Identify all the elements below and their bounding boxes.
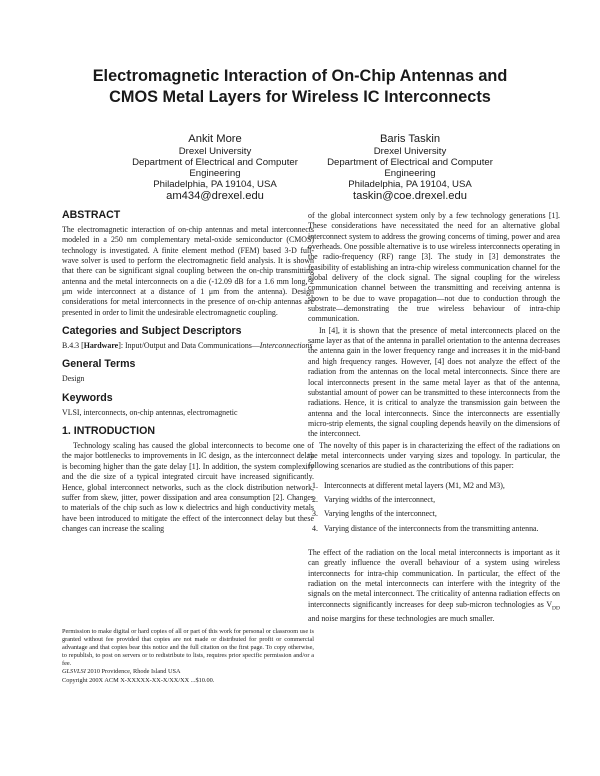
list-text: Varying widths of the interconnect, (324, 494, 436, 504)
list-text: Interconnects at different metal layers (M1, M2 and M3), (324, 480, 505, 490)
intro-paragraph-3: The novelty of this paper is in characterizing the effect of the radiations on the metal interconnects under varying sizes and topology. In particular, the following scenarios are studied as the contributions of this paper: (308, 440, 560, 471)
list-number: 1. (312, 480, 318, 490)
list-text: Varying lengths of the interconnect, (324, 509, 437, 519)
abstract-text: The electromagnetic interaction of on-chip antennas and metal interconnects modeled in a 250 nm complementary metal-oxide semiconductor (CMOS) technology is investigated. A finite element method (FEM) based 3-D full-wave solver is used to perform the electromagnetic field analysis. It is shown that there can be significant signal coupling between the on-chip transmitting antenna and the metal interconnects on a die (-12.09 dB for a 1.6 mm long, 2 μm wide interconnect at a distance of 1 μm from the antenna). Design considerations for metal interconnects in the presence of on-chip antennas are presented in order to limit the undesirable electromagnetic coupling. (62, 225, 314, 317)
author-department-cont: Engineering (189, 168, 241, 179)
paper-title (40, 66, 560, 108)
category-bold: Hardware (83, 341, 119, 351)
categories-text (62, 341, 314, 351)
author-department-cont: Engineering (384, 168, 436, 179)
paragraph-text-end: and noise margins for these technologies are much smaller. (308, 613, 495, 623)
venue-location: 2010 Providence, Rhode Island USA (85, 668, 181, 676)
title-line-2: CMOS Metal Layers for Wireless IC Interconnects (109, 88, 491, 106)
categories-heading: Categories and Subject Descriptors (62, 325, 242, 338)
author-address: Philadelphia, PA 19104, USA (348, 179, 472, 190)
left-column (62, 209, 314, 684)
author-address: Philadelphia, PA 19104, USA (153, 179, 277, 190)
paragraph-text: The effect of the radiation on the local metal interconnects is important as it can greatly influence the overall behaviour of a system using wireless interconnects for intra-chip communication. In particular, the effect of the radiation on the metal interconnects can interfere with the integrity of the signals on the metal interconnect. The criticality of antenna radiation effects on interconnects significantly increases for deep sub-micron technologies as V (308, 547, 560, 609)
venue-name: GLSVLSI (62, 668, 86, 676)
author-name: Ankit More (188, 133, 242, 145)
list-number: 3. (312, 509, 318, 519)
author-email: taskin@coe.drexel.edu (353, 190, 467, 202)
category-italic: Interconnections (259, 341, 313, 351)
keywords-heading: Keywords (62, 391, 113, 404)
contributions-list (308, 481, 560, 534)
category-code: B.4.3 [ (62, 341, 84, 351)
venue-line (62, 668, 314, 676)
author-email: am434@drexel.edu (166, 190, 264, 202)
author-department: Department of Electrical and Computer (132, 157, 298, 168)
intro-paragraph-4 (308, 548, 560, 624)
copyright-line: Copyright 200X ACM X-XXXXX-XX-X/XX/XX ...$10.00. (62, 676, 215, 684)
intro-paragraph-1-cont: of the global interconnect system only by a few technology generations [1]. These considerations have necessitated the need for an alternative global interconnect system to address the growing concerns of timing, power and area overheads. One possible alternative is to use wireless interconnects operating in the radio-frequency (RF) range [3]. The study in [3] demonstrates the feasibility of establishing an intra-chip wireless communication channel for the global delivery of the clock signal. The signal coupling for the wireless communication channel between the transmitting and receiving antenna is shown to be due to wave propagation—not due to conduction through the substrate—demonstrating the true wireless behaviour of intra-chip communication. (308, 211, 560, 324)
intro-paragraph-1: Technology scaling has caused the global interconnects to become one of the major bottlenecks to improvements in IC design, as the interconnect delay is becoming higher than the gate delay [1]. In addition, the system complexity and the die size of a typical integrated circuit have increased significantly. Hence, global interconnect networks, such as the clock distribution network, suffer from skew, jitter, power dissipation and area consumption [2]. Changes to materials of the chip such as low κ dielectrics and high conductivity metals have been introduced to mitigate the effect of the interconnect delay but these changes can increase the scaling (62, 441, 314, 533)
author-block-2 (290, 133, 530, 203)
title-line-1: Electromagnetic Interaction of On-Chip Antennas and (92, 67, 508, 85)
list-number: 2. (312, 494, 318, 504)
list-number: 4. (312, 523, 318, 533)
permission-notice: Permission to make digital or hard copies of all or part of this work for personal or classroom use is granted without fee provided that copies are not made or distributed for profit or commercial advantage and that copies bear this notice and the full citation on the first page. To copy otherwise, to republish, to post on servers or to redistribute to lists, requires prior specific permission and/or a fee. (62, 628, 314, 668)
footnote (62, 628, 314, 685)
general-terms-text: Design (62, 374, 85, 384)
introduction-heading: 1. INTRODUCTION (62, 425, 155, 438)
list-text: Varying distance of the interconnects from the transmitting antenna. (324, 523, 539, 533)
abstract-heading: ABSTRACT (62, 209, 121, 221)
keywords-text: VLSI, interconnects, on-chip antennas, electromagnetic (62, 407, 238, 417)
author-name: Baris Taskin (379, 133, 441, 145)
general-terms-heading: General Terms (62, 358, 136, 371)
right-column (308, 211, 560, 624)
list-item (308, 524, 560, 534)
list-item (308, 481, 560, 491)
author-department: Department of Electrical and Computer (327, 157, 493, 168)
list-item (308, 495, 560, 505)
category-rest: ]: Input/Output and Data Communications— (118, 341, 260, 351)
subscript: DD (552, 605, 560, 612)
author-affiliation: Drexel University (373, 146, 447, 157)
author-affiliation: Drexel University (178, 146, 252, 157)
intro-paragraph-2: In [4], it is shown that the presence of metal interconnects placed on the same layer as that of the antenna in parallel orientation to the antenna decreases the antenna gain in the lower frequency range and increases it in the mid-band and high frequency ranges. However, [4] does not analyze the effect of the radiation from the antennas on the local metal interconnects. Since there are local interconnects present in the same metal layer as that of the antenna, substantial amount of power can be transmitted to these interconnects from the radiations. Hence, it is critical to analyze the transmission gain between the antenna and the local interconnects. Since the interconnects are essentially micro-strip elements, the signal coupling depends heavily on the dimensions of the interconnect. (308, 325, 560, 439)
list-item (308, 509, 560, 519)
